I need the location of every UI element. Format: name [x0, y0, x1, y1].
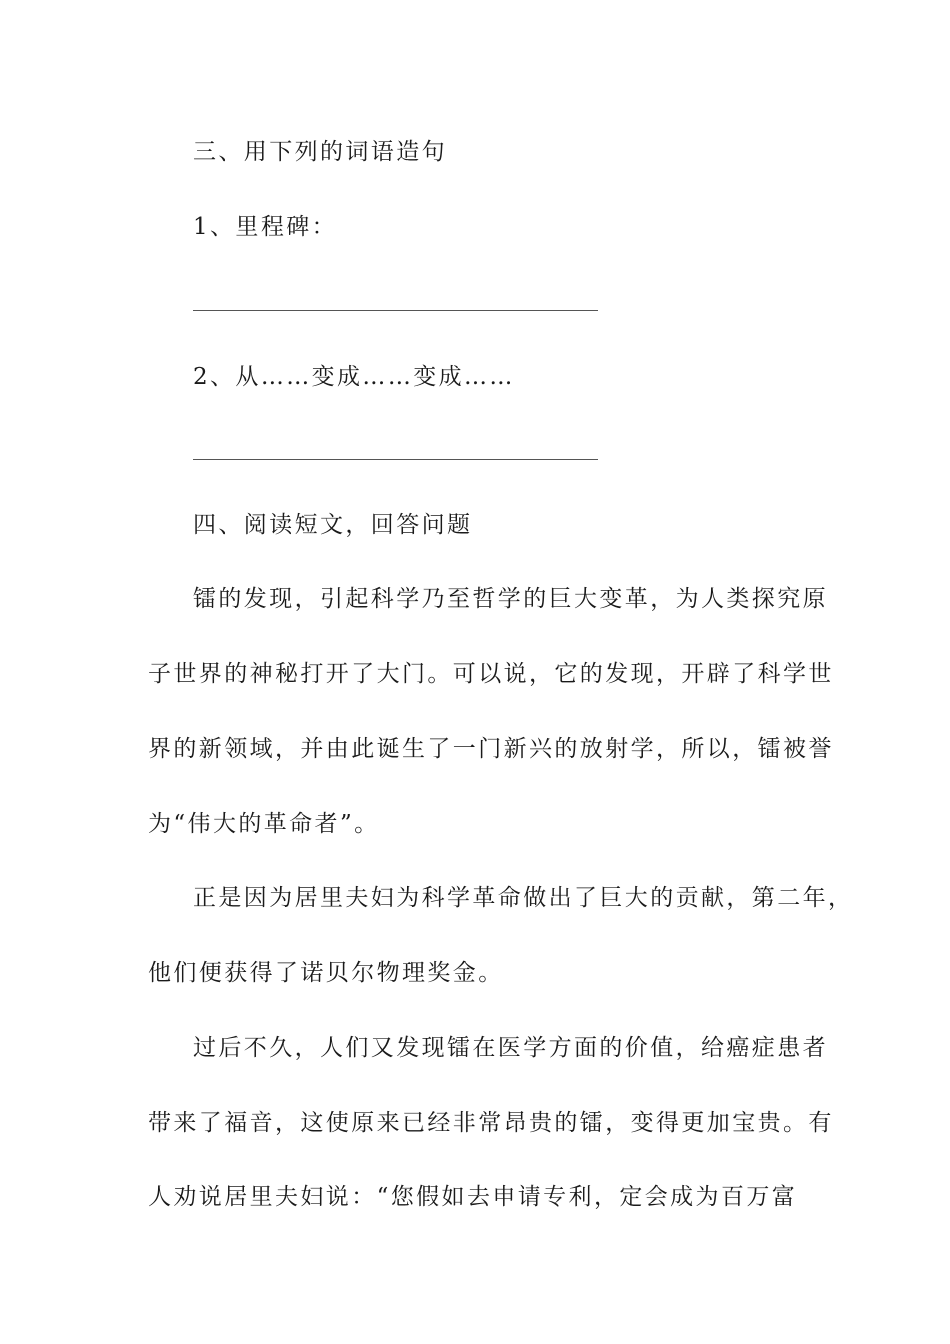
- paragraph-1-line-3: 界的新领域，并由此诞生了一门新兴的放射学，所以，镭被誉: [148, 736, 834, 762]
- paragraph-3-line-3: 人劝说居里夫妇说：“您假如去申请专利，定会成为百万富: [148, 1184, 798, 1210]
- paragraph-1-line-4: 为“伟大的革命者”。: [148, 811, 380, 837]
- paragraph-2-line-1: 正是因为居里夫妇为科学革命做出了巨大的贡献，第二年，: [193, 885, 854, 911]
- exercise-item-1: 1、里程碑：: [193, 214, 338, 240]
- answer-blank-line-1[interactable]: [193, 310, 598, 311]
- section-4-heading: 四、阅读短文，回答问题: [193, 512, 473, 538]
- paragraph-3-line-2: 带来了福音，这使原来已经非常昂贵的镭，变得更加宝贵。有: [148, 1110, 834, 1136]
- paragraph-2-line-2: 他们便获得了诺贝尔物理奖金。: [148, 960, 504, 986]
- exercise-item-2: 2、从……变成……变成……: [193, 364, 515, 390]
- paragraph-1-line-2: 子世界的神秘打开了大门。可以说，它的发现，开辟了科学世: [148, 661, 834, 687]
- answer-blank-line-2[interactable]: [193, 459, 598, 460]
- paragraph-3-line-1: 过后不久，人们又发现镭在医学方面的价值，给癌症患者: [193, 1035, 828, 1061]
- paragraph-1-line-1: 镭的发现，引起科学乃至哲学的巨大变革，为人类探究原: [193, 586, 828, 612]
- section-3-heading: 三、用下列的词语造句: [193, 139, 447, 165]
